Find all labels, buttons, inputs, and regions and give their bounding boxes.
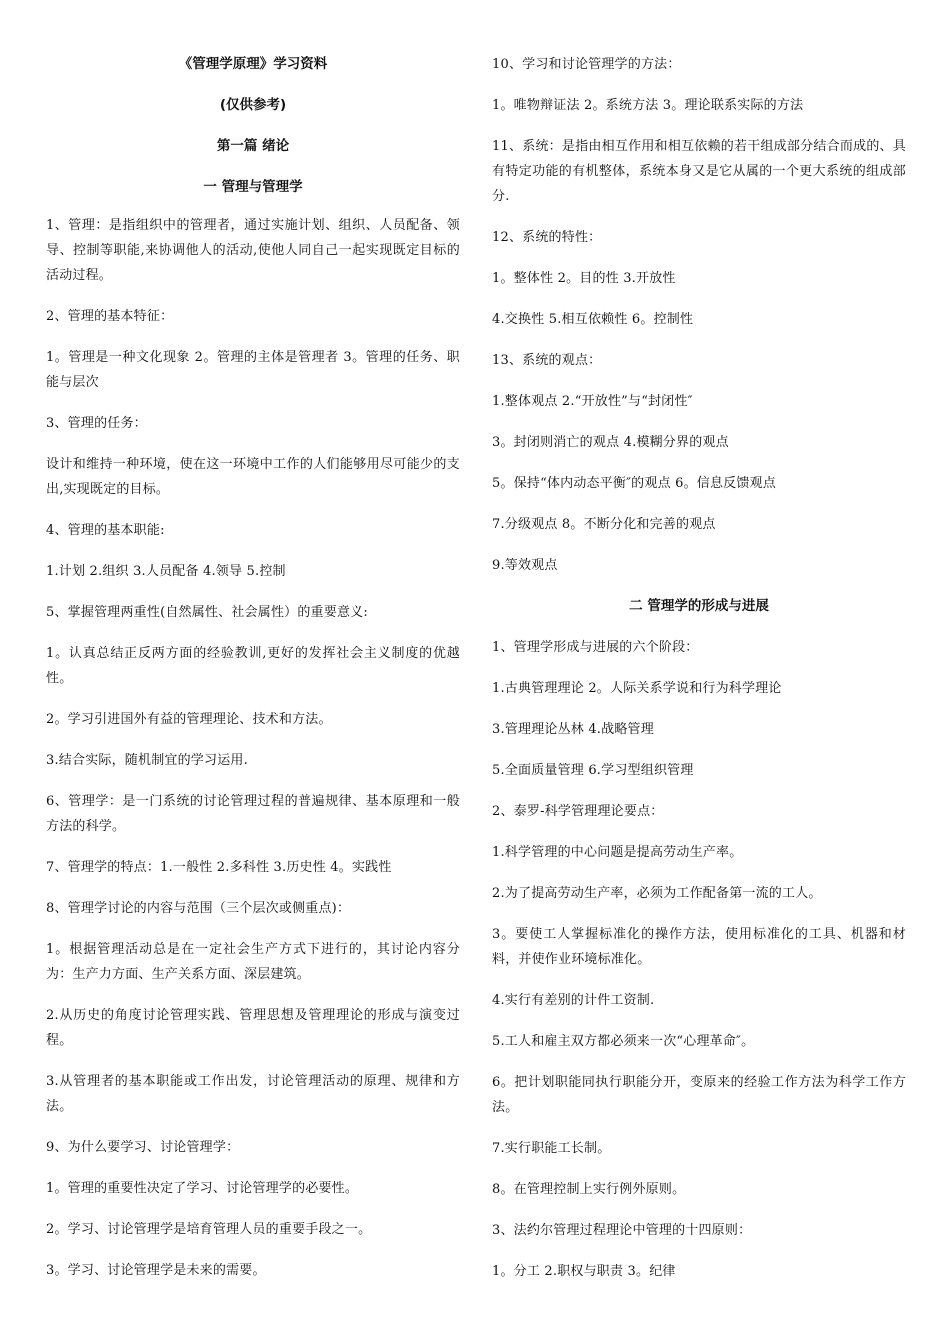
paragraph: 1。管理的重要性决定了学习、讨论管理学的必要性。 <box>46 1181 359 1196</box>
paragraph: 2.从历史的角度讨论管理实践、管理思想及管理理论的形成与演变过程。 <box>46 1008 460 1048</box>
paragraph: 3、管理的任务： <box>46 416 147 431</box>
paragraph: 1。唯物辩证法 2。系统方法 3。理论联系实际的方法 <box>492 98 804 113</box>
right-column <box>492 52 906 1300</box>
paragraph: 1。整体性 2。目的性 3.开放性 <box>492 271 676 286</box>
paragraph: 9、为什么要学习、讨论管理学： <box>46 1140 240 1155</box>
paragraph: 3、法约尔管理过程理论中管理的十四原则： <box>492 1223 752 1238</box>
paragraph: 8。在管理控制上实行例外原则。 <box>492 1182 686 1197</box>
paragraph: 1。根据管理活动总是在一定社会生产方式下进行的，其讨论内容分为：生产力方面、生产关系方面、深层建筑。 <box>46 942 460 982</box>
paragraph: 3.结合实际，随机制宜的学习运用. <box>46 753 248 768</box>
paragraph: 1。管理是一种文化现象 2。管理的主体是管理者 3。管理的任务、职能与层次 <box>46 350 460 390</box>
paragraph: 1.整体观点 2.“开放性”与“封闭性″ <box>492 394 693 409</box>
section-heading: 一 管理与管理学 <box>203 179 303 195</box>
paragraph: 8、管理学讨论的内容与范围（三个层次或侧重点)： <box>46 901 351 916</box>
paragraph: 6、管理学：是一门系统的讨论管理过程的普遍规律、基本原理和一般方法的科学。 <box>46 794 460 834</box>
paragraph: 2、管理的基本特征： <box>46 309 174 324</box>
paragraph: 1.科学管理的中心问题是提高劳动生产率。 <box>492 845 743 860</box>
paragraph: 2。学习、讨论管理学是培育管理人员的重要手段之一。 <box>46 1222 372 1237</box>
paragraph: 5.工人和雇主双方都必须来一次“心理革命″。 <box>492 1034 755 1049</box>
document-subtitle: (仅供参考) <box>219 97 287 113</box>
paragraph: 12、系统的特性： <box>492 230 602 245</box>
paragraph: 2、泰罗-科学管理理论要点： <box>492 804 664 819</box>
part-heading: 第一篇 绪论 <box>216 138 290 154</box>
paragraph: 3.从管理者的基本职能或工作出发，讨论管理活动的原理、规律和方法。 <box>46 1074 460 1114</box>
paragraph: 5、掌握管理两重性(自然属性、社会属性）的重要意义: <box>46 605 368 620</box>
paragraph: 3。要使工人掌握标准化的操作方法，使用标准化的工具、机器和材料，并使作业环境标准化。 <box>492 927 906 967</box>
paragraph: 4.实行有差别的计件工资制. <box>492 993 655 1008</box>
paragraph: 5。保持“体内动态平衡″的观点 6。信息反馈观点 <box>492 476 776 491</box>
paragraph: 1。分工 2.职权与职责 3。纪律 <box>492 1264 676 1279</box>
paragraph: 1、管理：是指组织中的管理者，通过实施计划、组织、人员配备、领导、控制等职能,来协调他人的活动,使他人同自己一起实现既定目标的活动过程。 <box>46 218 460 283</box>
paragraph: 2。学习引进国外有益的管理理论、技术和方法。 <box>46 712 332 727</box>
paragraph: 3。学习、讨论管理学是未来的需要。 <box>46 1263 266 1278</box>
paragraph: 10、学习和讨论管理学的方法： <box>492 57 681 72</box>
paragraph: 2.为了提高劳动生产率，必须为工作配备第一流的工人。 <box>492 886 822 901</box>
paragraph: 13、系统的观点： <box>492 353 602 368</box>
paragraph: 7.实行职能工长制。 <box>492 1141 611 1156</box>
paragraph: 5.全面质量管理 6.学习型组织管理 <box>492 763 694 778</box>
paragraph: 1.计划 2.组织 3.人员配备 4.领导 5.控制 <box>46 564 286 579</box>
paragraph: 1。认真总结正反两方面的经验教训,更好的发挥社会主义制度的优越性。 <box>46 646 460 686</box>
paragraph: 3。封闭则消亡的观点 4.模糊分界的观点 <box>492 435 729 450</box>
paragraph: 1.古典管理理论 2。人际关系学说和行为科学理论 <box>492 681 782 696</box>
left-column <box>46 52 460 1299</box>
paragraph: 1、管理学形成与进展的六个阶段： <box>492 640 699 655</box>
section-heading: 二 管理学的形成与进展 <box>629 598 769 614</box>
document-title: 《管理学原理》学习资料 <box>178 56 328 72</box>
paragraph: 9.等效观点 <box>492 558 558 573</box>
paragraph: 7、管理学的特点：1.一般性 2.多科性 3.历史性 4。实践性 <box>46 860 392 875</box>
paragraph: 7.分级观点 8。不断分化和完善的观点 <box>492 517 716 532</box>
paragraph: 设计和维持一种环境，使在这一环境中工作的人们能够用尽可能少的支出,实现既定的目标。 <box>46 457 460 497</box>
paragraph: 4、管理的基本职能: <box>46 523 165 538</box>
paragraph: 6。把计划职能同执行职能分开，变原来的经验工作方法为科学工作方法。 <box>492 1075 906 1115</box>
paragraph: 3.管理理论丛林 4.战略管理 <box>492 722 654 737</box>
paragraph: 11、系统：是指由相互作用和相互依赖的若干组成部分结合而成的、具有特定功能的有机整体，系统本身又是它从属的一个更大系统的组成部分. <box>492 139 906 204</box>
paragraph: 4.交换性 5.相互依赖性 6。控制性 <box>492 312 694 327</box>
